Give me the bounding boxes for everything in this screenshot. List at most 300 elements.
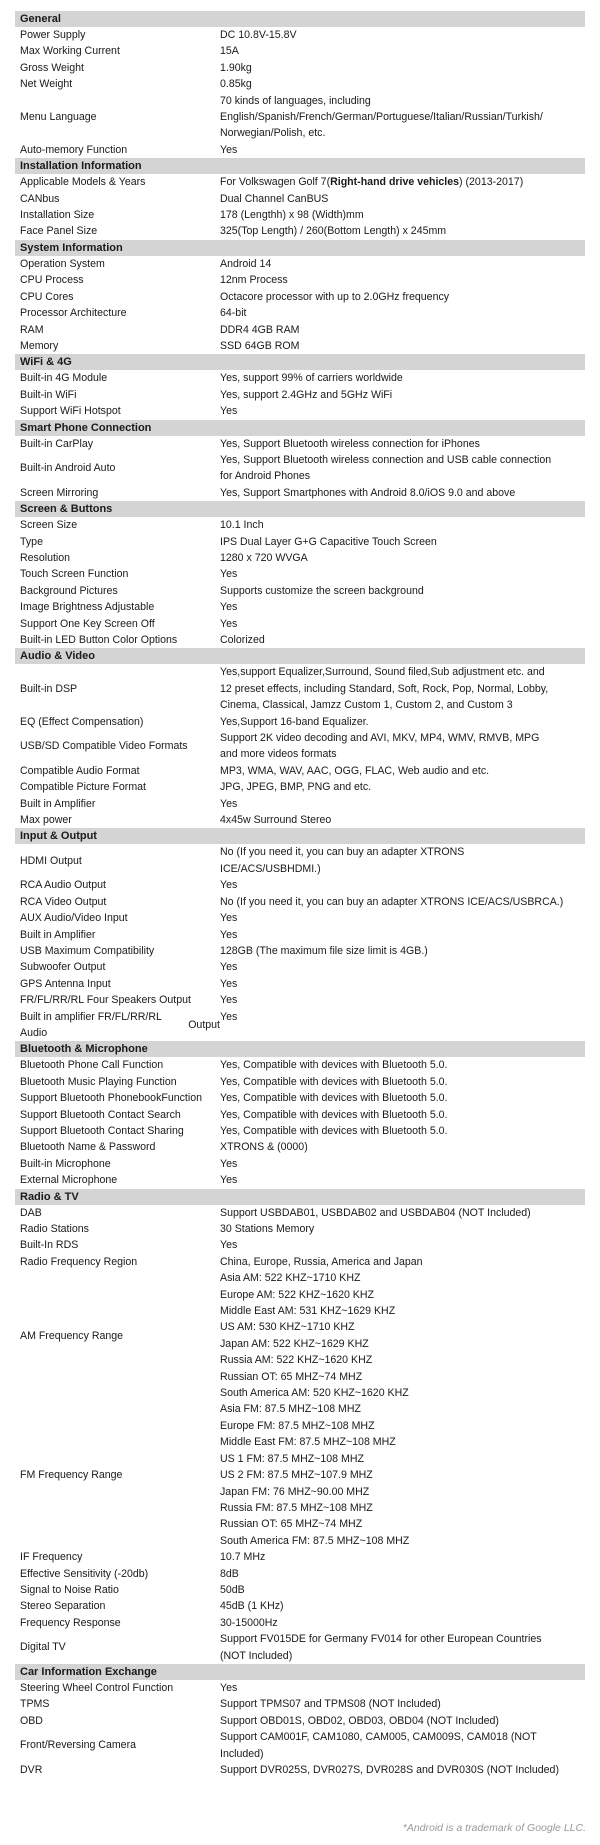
spec-row (15, 534, 585, 550)
spec-row (15, 1107, 585, 1123)
spec-value (220, 272, 585, 288)
spec-label: Installation Size (20, 209, 95, 222)
spec-label: Built in amplifier FR/FL/RR/RL Audio Output (20, 1010, 220, 1039)
spec-value (220, 714, 585, 730)
spec-value (220, 599, 585, 615)
spec-label: Memory (20, 339, 59, 352)
spec-value-line: MP3, WMA, WAV, AAC, OGG, FLAC, Web audio and etc. (220, 764, 490, 777)
spec-value (220, 1057, 585, 1073)
spec-row (15, 959, 585, 975)
spec-label: USB/SD Compatible Video Formats (20, 740, 188, 753)
spec-value (220, 517, 585, 533)
spec-value (220, 992, 585, 1008)
spec-label: Support Bluetooth Contact Search (20, 1108, 181, 1121)
spec-row (15, 1237, 585, 1253)
spec-value (220, 1074, 585, 1090)
spec-row (15, 370, 585, 386)
spec-label: Bluetooth Name & Password (20, 1141, 156, 1154)
spec-value-line: Yes, Support Bluetooth wireless connection and USB cable connection (220, 453, 552, 466)
spec-value-line: Russia FM: 87.5 MHZ~108 MHZ (220, 1501, 373, 1514)
spec-label: Support Bluetooth Phonebook Function (20, 1092, 203, 1105)
spec-value (220, 1221, 585, 1237)
spec-row (15, 1172, 585, 1188)
spec-value (220, 452, 585, 485)
spec-label: RAM (20, 323, 44, 336)
spec-value-line: 70 kinds of languages, including (220, 94, 371, 107)
spec-label: HDMI Output (20, 854, 82, 867)
spec-value (220, 1615, 585, 1631)
spec-label: Max Working Current (20, 45, 120, 58)
spec-label: Applicable Models & Years (20, 176, 146, 189)
spec-value (220, 322, 585, 338)
spec-row (15, 583, 585, 599)
spec-label: Support One Key Screen Off (20, 617, 155, 630)
spec-label: RCA Audio Output (20, 879, 106, 892)
spec-row (15, 796, 585, 812)
spec-row (15, 812, 585, 828)
spec-row (15, 1139, 585, 1155)
spec-value-line: Supports customize the screen background (220, 584, 424, 597)
spec-row (15, 338, 585, 354)
spec-row (15, 632, 585, 648)
spec-value-line: Yes (220, 961, 238, 974)
spec-value-line: 12nm Process (220, 274, 288, 287)
spec-value (220, 910, 585, 926)
spec-row (15, 1680, 585, 1696)
spec-row (15, 305, 585, 321)
spec-value-line: 30 Stations Memory (220, 1223, 315, 1235)
section-header: Audio & Video (15, 648, 585, 664)
spec-value-line: for Android Phones (220, 470, 311, 483)
spec-value (220, 1729, 585, 1762)
spec-value (220, 943, 585, 959)
spec-value (220, 1205, 585, 1221)
spec-value-line: 50dB (220, 1583, 245, 1596)
spec-row (15, 1401, 585, 1549)
spec-row (15, 992, 585, 1008)
spec-value-line: US 2 FM: 87.5 MHZ~107.9 MHZ (220, 1469, 373, 1482)
spec-value-line: ICE/ACS/USBHDMI.) (220, 862, 321, 875)
spec-label: AUX Audio/Video Input (20, 912, 128, 925)
spec-row (15, 1762, 585, 1778)
spec-row (15, 1598, 585, 1614)
spec-value-line: Europe FM: 87.5 MHZ~108 MHZ (220, 1419, 375, 1432)
spec-row (15, 1270, 585, 1401)
spec-label: Support Bluetooth Contact Sharing (20, 1124, 184, 1137)
section-header: General (15, 11, 585, 27)
spec-value-line: Yes (220, 1174, 238, 1187)
spec-label: Auto-memory Function (20, 143, 128, 156)
spec-row (15, 1713, 585, 1729)
spec-value-line: Yes, Support Bluetooth wireless connection for iPhones (220, 437, 480, 450)
spec-value-line: Yes (220, 1010, 238, 1023)
spec-value-line: 10.1 Inch (220, 519, 264, 532)
spec-value (220, 1139, 585, 1155)
spec-label: Bluetooth Music Playing Function (20, 1075, 177, 1088)
spec-row (15, 174, 585, 190)
spec-value (220, 1090, 585, 1106)
spec-value-line: IPS Dual Layer G+G Capacitive Touch Screen (220, 535, 437, 548)
spec-row (15, 844, 585, 877)
spec-value (220, 338, 585, 354)
spec-value-line: 325(Top Length) / 260(Bottom Length) x 245mm (220, 225, 447, 238)
spec-label: Net Weight (20, 78, 73, 91)
spec-label: Digital TV (20, 1641, 66, 1654)
spec-value-line: No (If you need it, you can buy an adapter XTRONS (220, 846, 465, 859)
spec-value-line: 178 (Lengthh) x 98 (Width)mm (220, 209, 364, 222)
spec-value (220, 387, 585, 403)
spec-row (15, 779, 585, 795)
spec-row (15, 27, 585, 43)
spec-value-line: Yes, Compatible with devices with Bluetooth 5.0. (220, 1092, 448, 1105)
spec-value-line: DC 10.8V-15.8V (220, 29, 297, 41)
spec-label: CANbus (20, 192, 60, 205)
spec-value (220, 60, 585, 76)
spec-row (15, 599, 585, 615)
spec-label: DAB (20, 1206, 42, 1219)
spec-row (15, 943, 585, 959)
spec-label: CPU Process (20, 274, 84, 287)
spec-label: Radio Frequency Region (20, 1255, 138, 1268)
spec-value-line: Asia AM: 522 KHZ~1710 KHZ (220, 1272, 361, 1285)
spec-value-line: 1.90kg (220, 61, 252, 74)
spec-label: Built-in Microphone (20, 1157, 111, 1170)
spec-label: Gross Weight (20, 61, 84, 74)
spec-value-line: Japan FM: 76 MHZ~90.00 MHZ (220, 1485, 370, 1498)
spec-value (220, 550, 585, 566)
spec-value (220, 1123, 585, 1139)
spec-row (15, 223, 585, 239)
spec-row (15, 1221, 585, 1237)
spec-value-line: Yes, Compatible with devices with Bluetooth 5.0. (220, 1075, 448, 1088)
spec-row (15, 894, 585, 910)
spec-label: DVR (20, 1764, 43, 1776)
spec-label: Built-In RDS (20, 1239, 79, 1252)
spec-row (15, 142, 585, 158)
spec-value (220, 1696, 585, 1712)
spec-value-line: XTRONS & (0000) (220, 1141, 308, 1154)
spec-value (220, 76, 585, 92)
spec-label: CPU Cores (20, 290, 74, 303)
spec-value-line: Europe AM: 522 KHZ~1620 KHZ (220, 1288, 374, 1301)
spec-row (15, 1696, 585, 1712)
spec-row (15, 517, 585, 533)
spec-value-line: Russia AM: 522 KHZ~1620 KHZ (220, 1354, 373, 1367)
spec-value-line: Dual Channel CanBUS (220, 192, 329, 205)
spec-value-line: 64-bit (220, 307, 247, 320)
spec-value-line: Support CAM001F, CAM1080, CAM005, CAM009S, CAM018 (NOT (220, 1731, 537, 1744)
spec-value (220, 1172, 585, 1188)
spec-value (220, 632, 585, 648)
spec-value (220, 289, 585, 305)
spec-value-line: SSD 64GB ROM (220, 339, 300, 352)
spec-row (15, 256, 585, 272)
spec-value (220, 566, 585, 582)
spec-row (15, 910, 585, 926)
spec-value-line: Yes (220, 143, 238, 156)
spec-value (220, 664, 585, 713)
spec-row (15, 1631, 585, 1664)
spec-value-line: 128GB (The maximum file size limit is 4GB.) (220, 944, 428, 957)
section-header: Radio & TV (15, 1189, 585, 1205)
spec-label: Image Brightness Adjustable (20, 601, 155, 614)
spec-value-line: Yes, Compatible with devices with Bluetooth 5.0. (220, 1108, 448, 1121)
spec-label: Background Pictures (20, 584, 118, 597)
spec-label: Support WiFi Hotspot (20, 405, 121, 418)
spec-value (220, 436, 585, 452)
spec-value-line: Yes (220, 1681, 238, 1694)
spec-value (220, 1401, 585, 1549)
spec-label: Subwoofer Output (20, 961, 106, 974)
spec-value-line: Yes, Compatible with devices with Bluetooth 5.0. (220, 1124, 448, 1137)
spec-label: USB Maximum Compatibility (20, 944, 155, 957)
spec-value (220, 1762, 585, 1778)
spec-value-line: Yes (220, 797, 238, 810)
spec-value (220, 976, 585, 992)
section-header: Smart Phone Connection (15, 420, 585, 436)
spec-value (220, 1156, 585, 1172)
spec-value (220, 730, 585, 763)
spec-value (220, 93, 585, 142)
spec-value (220, 1582, 585, 1598)
spec-label: Power Supply (20, 29, 86, 41)
spec-value-line: Support 2K video decoding and AVI, MKV, MP4, WMV, RMVB, MPG (220, 732, 540, 745)
spec-value (220, 812, 585, 828)
spec-value-line: South America FM: 87.5 MHZ~108 MHZ (220, 1534, 410, 1547)
spec-row (15, 76, 585, 92)
spec-row (15, 1057, 585, 1073)
section-header: Screen & Buttons (15, 501, 585, 517)
spec-row (15, 1123, 585, 1139)
spec-value-line: Yes,Support 16-band Equalizer. (220, 715, 369, 728)
spec-value (220, 27, 585, 43)
spec-value-line: Yes (220, 977, 238, 990)
spec-value-line: Yes (220, 617, 238, 630)
spec-value-line: and more videos formats (220, 748, 337, 761)
spec-value (220, 1549, 585, 1565)
spec-value-line: For Volkswagen Golf 7(Right-hand drive vehicles) (2013-2017) (220, 176, 524, 189)
spec-row (15, 452, 585, 485)
spec-value (220, 844, 585, 877)
spec-value-line: Support USBDAB01, USBDAB02 and USBDAB04 (NOT Included) (220, 1206, 531, 1219)
spec-value-line: (NOT Included) (220, 1649, 293, 1662)
spec-value-line: Yes, Compatible with devices with Bluetooth 5.0. (220, 1059, 448, 1072)
spec-value-line: China, Europe, Russia, America and Japan (220, 1255, 423, 1268)
spec-value-line: Norwegian/Polish, etc. (220, 127, 326, 140)
spec-label: Stereo Separation (20, 1600, 106, 1613)
spec-value-line: English/Spanish/French/German/Portuguese/Italian/Russian/Turkish/ (220, 111, 543, 124)
spec-value-line: No (If you need it, you can buy an adapter XTRONS ICE/ACS/USBRCA.) (220, 895, 564, 908)
spec-value-line: Middle East AM: 531 KHZ~1629 KHZ (220, 1305, 396, 1318)
spec-row (15, 436, 585, 452)
spec-row (15, 1582, 585, 1598)
spec-value-line: Russian OT: 65 MHZ~74 MHZ (220, 1518, 363, 1531)
spec-label: Resolution (20, 551, 71, 564)
spec-row (15, 1090, 585, 1106)
section-header: WiFi & 4G (15, 354, 585, 370)
spec-row (15, 1615, 585, 1631)
spec-label: Built-in CarPlay (20, 437, 94, 450)
spec-value-line: Support TPMS07 and TPMS08 (NOT Included) (220, 1698, 441, 1711)
spec-row (15, 403, 585, 419)
spec-label: Built in Amplifier (20, 928, 96, 941)
spec-value (220, 142, 585, 158)
spec-value (220, 796, 585, 812)
spec-value-line: 30-15000Hz (220, 1616, 278, 1629)
spec-label: External Microphone (20, 1174, 118, 1187)
spec-value-line: Japan AM: 522 KHZ~1629 KHZ (220, 1337, 369, 1350)
spec-value-line: 12 preset effects, including Standard, Soft, Rock, Pop, Normal, Lobby, (220, 682, 549, 695)
spec-row (15, 976, 585, 992)
spec-value (220, 1566, 585, 1582)
spec-label: Built in Amplifier (20, 797, 96, 810)
spec-row (15, 566, 585, 582)
spec-value-line: Support DVR025S, DVR027S, DVR028S and DVR030S (NOT Included) (220, 1764, 559, 1776)
spec-label: IF Frequency (20, 1551, 83, 1564)
spec-value-line: JPG, JPEG, BMP, PNG and etc. (220, 781, 372, 794)
spec-label: GPS Antenna Input (20, 977, 111, 990)
spec-value-line: 45dB (1 KHz) (220, 1600, 284, 1613)
spec-row (15, 485, 585, 501)
spec-row (15, 1254, 585, 1270)
spec-row (15, 43, 585, 59)
spec-value-line: Yes (220, 912, 238, 925)
spec-value-line: Support OBD01S, OBD02, OBD03, OBD04 (NOT Included) (220, 1714, 499, 1727)
spec-value-line: 1280 x 720 WVGA (220, 551, 308, 564)
spec-label: Compatible Audio Format (20, 764, 140, 777)
section-header: Input & Output (15, 828, 585, 844)
spec-value (220, 305, 585, 321)
spec-row (15, 289, 585, 305)
spec-value-line: 15A (220, 45, 239, 58)
spec-value (220, 927, 585, 943)
spec-label: Menu Language (20, 111, 97, 124)
spec-label: EQ (Effect Compensation) (20, 715, 144, 728)
spec-value-line: Yes (220, 568, 238, 581)
spec-row (15, 1729, 585, 1762)
spec-value (220, 616, 585, 632)
section-header: Car Information Exchange (15, 1664, 585, 1680)
spec-label: RCA Video Output (20, 895, 107, 908)
spec-label: Built-in Android Auto (20, 462, 116, 475)
spec-value (220, 223, 585, 239)
spec-value-line: Middle East FM: 87.5 MHZ~108 MHZ (220, 1436, 396, 1449)
spec-value-line: Colorized (220, 634, 265, 646)
spec-value-line: Yes (220, 601, 238, 614)
spec-label: Screen Mirroring (20, 486, 99, 499)
spec-row (15, 272, 585, 288)
spec-table (15, 11, 585, 1778)
spec-value-line: Cinema, Classical, Jamzz Custom 1, Custom 2, and Custom 3 (220, 699, 513, 712)
spec-value (220, 43, 585, 59)
spec-value-line: Yes, support 99% of carriers worldwide (220, 372, 403, 385)
spec-label: Built-in LED Button Color Options (20, 634, 178, 646)
spec-label: Frequency Response (20, 1616, 121, 1629)
spec-label: Face Panel Size (20, 225, 98, 238)
spec-value-line: 8dB (220, 1567, 239, 1580)
spec-row (15, 60, 585, 76)
spec-label: Built-in DSP (20, 682, 78, 695)
section-header: Bluetooth & Microphone (15, 1041, 585, 1057)
spec-label: OBD (20, 1714, 43, 1727)
spec-value-line: Yes (220, 1157, 238, 1170)
spec-label: Processor Architecture (20, 307, 127, 320)
spec-label: Type (20, 535, 43, 548)
spec-row (15, 207, 585, 223)
spec-value-line: US AM: 530 KHZ~1710 KHZ (220, 1321, 355, 1334)
spec-label: Touch Screen Function (20, 568, 129, 581)
spec-row (15, 1074, 585, 1090)
spec-value (220, 174, 585, 190)
spec-value (220, 763, 585, 779)
spec-row (15, 616, 585, 632)
spec-value-line: Yes (220, 405, 238, 418)
spec-value-line: Asia FM: 87.5 MHZ~108 MHZ (220, 1403, 361, 1416)
spec-row (15, 550, 585, 566)
spec-value-line: Yes, support 2.4GHz and 5GHz WiFi (220, 388, 393, 401)
spec-value-line: Yes (220, 994, 238, 1007)
spec-row (15, 191, 585, 207)
spec-value-line: Russian OT: 65 MHZ~74 MHZ (220, 1370, 363, 1383)
spec-value-line: US 1 FM: 87.5 MHZ~108 MHZ (220, 1452, 364, 1465)
spec-value (220, 370, 585, 386)
spec-row (15, 1549, 585, 1565)
spec-value-line: Support FV015DE for Germany FV014 for other European Countries (220, 1633, 542, 1646)
spec-value (220, 894, 585, 910)
spec-value (220, 779, 585, 795)
spec-value-line: Included) (220, 1747, 264, 1760)
spec-row (15, 1156, 585, 1172)
spec-label: Max power (20, 814, 72, 827)
spec-label: Steering Wheel Control Function (20, 1681, 174, 1694)
spec-label: Screen Size (20, 519, 78, 532)
spec-value (220, 207, 585, 223)
spec-value-line: Yes, Support Smartphones with Android 8.0/iOS 9.0 and above (220, 486, 516, 499)
spec-value (220, 959, 585, 975)
trademark-footnote: *Android is a trademark of Google LLC. (402, 1822, 586, 1834)
spec-value-line: Android 14 (220, 257, 272, 270)
section-header: System Information (15, 240, 585, 256)
spec-value (220, 534, 585, 550)
spec-row (15, 322, 585, 338)
spec-row (15, 387, 585, 403)
spec-row (15, 1566, 585, 1582)
spec-value-line: Yes,support Equalizer,Surround, Sound filed,Sub adjustment etc. and (220, 666, 545, 679)
spec-value (220, 1680, 585, 1696)
section-header: Installation Information (15, 158, 585, 174)
spec-value (220, 1270, 585, 1401)
spec-value (220, 1713, 585, 1729)
spec-value (220, 583, 585, 599)
spec-row (15, 1205, 585, 1221)
spec-value-line: 10.7 MHz (220, 1551, 266, 1564)
spec-value (220, 191, 585, 207)
spec-value-line: Yes (220, 879, 238, 892)
spec-value-line: Yes (220, 928, 238, 941)
spec-value (220, 1254, 585, 1270)
spec-row (15, 93, 585, 142)
spec-value-line: Octacore processor with up to 2.0GHz frequency (220, 290, 450, 303)
spec-value (220, 1107, 585, 1123)
spec-value-line: Yes (220, 1239, 238, 1252)
spec-value-line: South America AM: 520 KHZ~1620 KHZ (220, 1387, 409, 1400)
spec-row (15, 730, 585, 763)
spec-label: TPMS (20, 1698, 50, 1711)
spec-value-line: 0.85kg (220, 78, 252, 91)
spec-label: Built-in WiFi (20, 388, 77, 401)
spec-value (220, 1631, 585, 1664)
spec-label: FR/FL/RR/RL Four Speakers Output (20, 994, 191, 1007)
